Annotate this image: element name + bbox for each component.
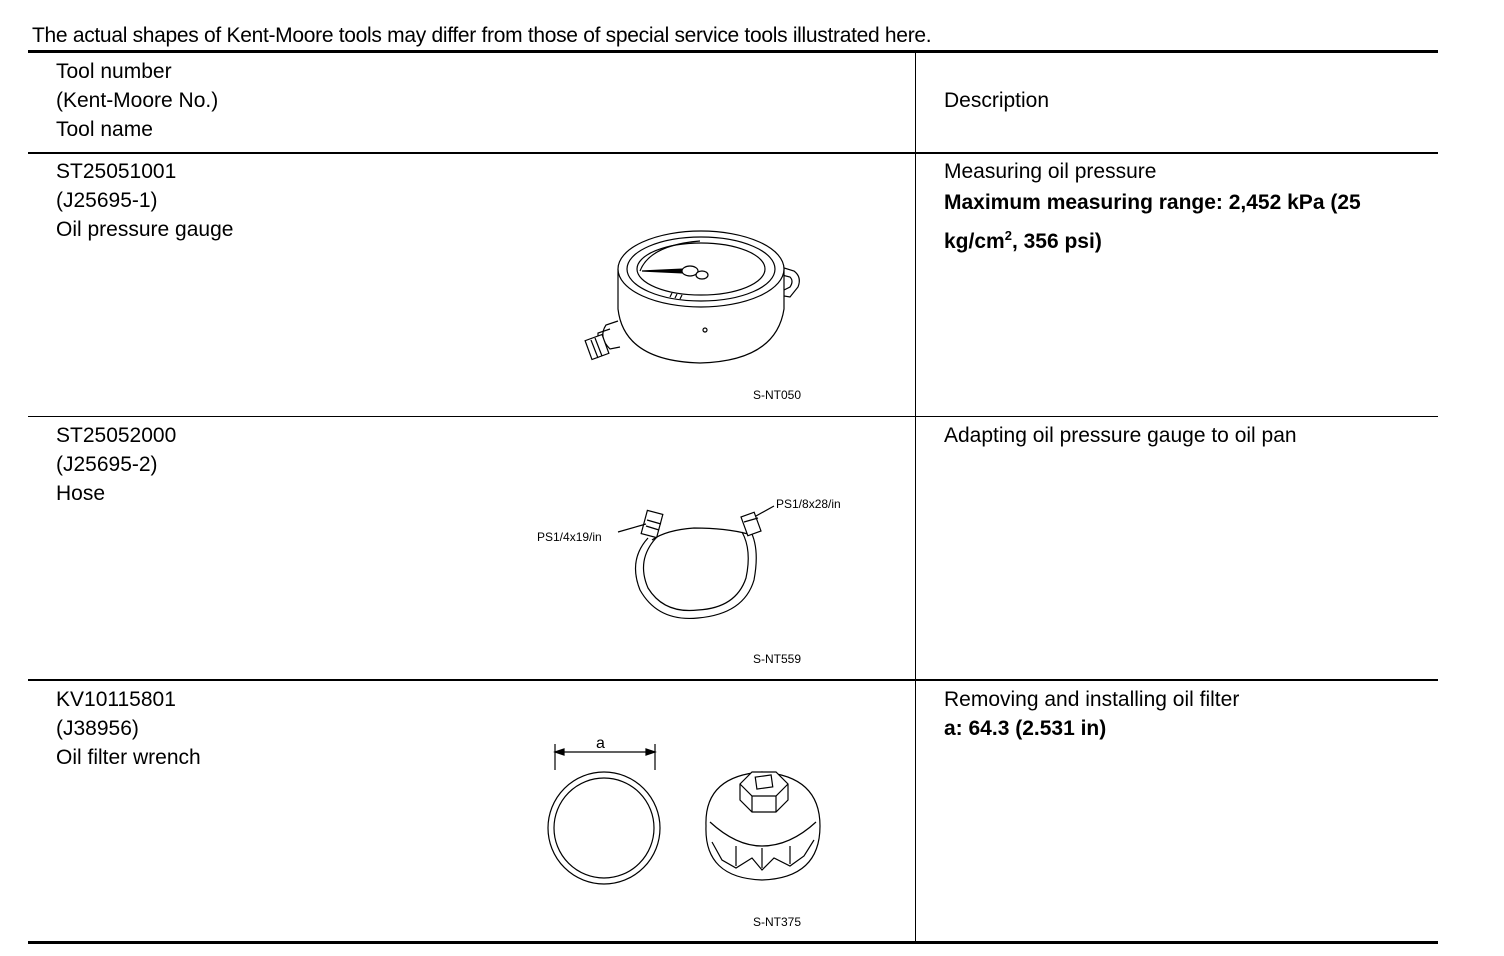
fitting-label-left: PS1/4x19/in	[537, 530, 602, 544]
hose-illustration	[530, 490, 870, 630]
tool-name: Oil pressure gauge	[56, 218, 234, 241]
row-3-description	[944, 685, 1434, 743]
kent-moore-number: (J25695-2)	[56, 453, 158, 476]
table-top-rule	[28, 50, 1438, 53]
oil-pressure-gauge-illustration	[580, 225, 820, 375]
table-bottom-rule	[28, 941, 1438, 944]
description-text: Adapting oil pressure gauge to oil pan	[944, 424, 1297, 447]
dimension-label: a	[596, 735, 605, 752]
tool-name: Oil filter wrench	[56, 746, 201, 769]
figure-code: S-NT050	[753, 388, 802, 402]
kent-moore-number: (J25695-1)	[56, 189, 158, 212]
tool-number: ST25051001	[56, 160, 177, 183]
description-text: Measuring oil pressure	[944, 160, 1157, 183]
tool-number: KV10115801	[56, 688, 176, 711]
row-divider-2	[28, 679, 1438, 681]
description-text: Removing and installing oil filter	[944, 688, 1240, 711]
fitting-label-right: PS1/8x28/in	[776, 497, 841, 511]
header-tool-column	[56, 57, 218, 144]
header-tool-number: Tool number	[56, 60, 172, 83]
row-1-tool	[56, 157, 233, 244]
row-2-description	[944, 421, 1434, 450]
spec-text: a: 64.3 (2.531 in)	[944, 717, 1107, 740]
spec-text: Maximum measuring range: 2,452 kPa (25 $kg/cm^2$, 356 psi)	[944, 191, 1361, 253]
oil-filter-wrench-illustration	[540, 730, 830, 890]
row-2-tool	[56, 421, 176, 508]
row-3-tool	[56, 685, 201, 772]
row-1-description	[944, 157, 1434, 258]
header-kent-moore: (Kent-Moore No.)	[56, 89, 219, 112]
header-bottom-rule	[28, 152, 1438, 154]
header-tool-name: Tool name	[56, 118, 153, 141]
tool-number: ST25052000	[56, 424, 177, 447]
column-divider	[915, 53, 916, 942]
tool-name: Hose	[56, 482, 106, 505]
figure-code: S-NT559	[753, 652, 802, 666]
kent-moore-number: (J38956)	[56, 717, 139, 740]
intro-note: The actual shapes of Kent-Moore tools may differ from those of special service tools illustrated here.	[32, 24, 932, 47]
figure-code: S-NT375	[753, 915, 802, 929]
header-description: Description	[944, 89, 1050, 112]
row-divider-1	[28, 416, 1438, 417]
